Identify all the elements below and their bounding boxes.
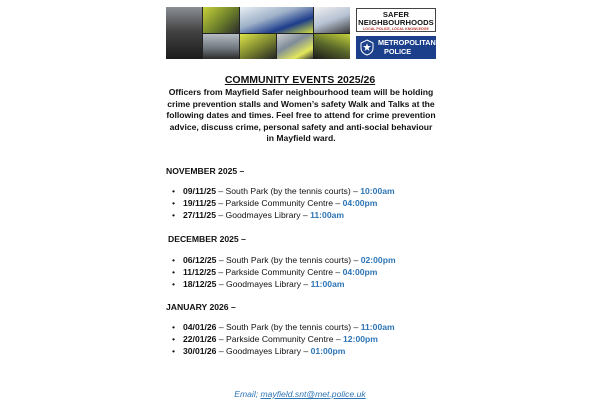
photo-officer-patrol: [277, 34, 313, 60]
event-time: 11:00am: [310, 278, 345, 289]
photo-police-vehicle: [314, 7, 350, 33]
metropolitan-police-logo: [356, 36, 436, 59]
event-list-november: [172, 186, 395, 221]
event-item: [172, 267, 396, 279]
met-crest-icon: [359, 39, 375, 56]
event-time: 04:00pm: [342, 266, 378, 277]
section-heading-november: NOVEMBER 2025 –: [166, 166, 245, 176]
event-date: 27/11/25: [183, 209, 216, 220]
section-heading-january: JANUARY 2026 –: [166, 302, 236, 312]
event-place: – Parkside Community Centre –: [215, 197, 343, 208]
photo-officer-street: [203, 34, 239, 60]
photo-officer-walking: [166, 7, 202, 59]
event-date: 22/01/26: [183, 333, 217, 344]
event-date: 04/01/26: [183, 322, 217, 332]
event-item: [172, 279, 396, 291]
event-list-january: [172, 322, 395, 357]
bullet-icon: •: [172, 322, 176, 332]
event-date: 06/12/25: [183, 255, 217, 265]
email-label: Email;: [234, 389, 261, 399]
event-place: – Parkside Community Centre –: [216, 333, 344, 344]
bullet-icon: •: [172, 197, 176, 208]
intro-paragraph: Officers from Mayfield Safer neighbourhood team will be holding crime prevention stalls and Women’s safety Walk and Talks at the following dates and times. Feel free to attend for crime prevention advice, discuss crime, personal safety and anti-social behaviour in Mayfield ward.: [166, 87, 436, 143]
event-item: [172, 210, 395, 222]
section-heading-december: DECEMBER 2025 –: [168, 234, 246, 244]
event-date: 18/12/25: [183, 278, 217, 289]
event-item: [172, 255, 396, 267]
event-item: [172, 346, 395, 358]
safer-logo-tagline: LOCAL POLICE, LOCAL KNOWLEDGE: [363, 27, 429, 31]
event-date: 30/01/26: [183, 345, 217, 356]
photo-police-car: [240, 7, 313, 33]
bullet-icon: •: [172, 266, 176, 277]
event-place: – Goodmayes Library –: [216, 345, 311, 356]
event-time: 02:00pm: [360, 255, 396, 265]
event-time: 10:00am: [360, 186, 395, 196]
event-time: 11:00am: [360, 322, 395, 332]
event-time: 01:00pm: [310, 345, 346, 356]
met-logo-line1: METROPOLITAN: [378, 38, 436, 47]
page-title: COMMUNITY EVENTS 2025/26: [224, 74, 376, 86]
event-place: – Parkside Community Centre –: [215, 266, 343, 277]
event-time: 11:00am: [310, 209, 345, 220]
event-item: [172, 186, 395, 198]
bullet-icon: •: [172, 333, 176, 344]
event-place: – South Park (by the tennis courts) –: [216, 322, 361, 332]
photo-officers-group: [240, 34, 276, 60]
bullet-icon: •: [172, 186, 176, 196]
bullet-icon: •: [172, 209, 176, 220]
event-item: [172, 322, 395, 334]
safer-logo-line1: SAFER: [382, 10, 410, 19]
event-time: 04:00pm: [342, 197, 378, 208]
event-place: – Goodmayes Library –: [215, 209, 311, 220]
event-place: – South Park (by the tennis courts) –: [216, 255, 361, 265]
photo-officers-hi-vis: [203, 7, 239, 33]
bullet-icon: •: [172, 278, 176, 289]
event-date: 09/11/25: [183, 186, 216, 196]
met-logo-line2: POLICE: [384, 47, 412, 56]
bullet-icon: •: [172, 255, 176, 265]
event-place: – Goodmayes Library –: [216, 278, 311, 289]
event-item: [172, 334, 395, 346]
event-place: – South Park (by the tennis courts) –: [215, 186, 361, 196]
event-item: [172, 198, 395, 210]
event-date: 19/11/25: [183, 197, 216, 208]
safer-logo-line2: NEIGHBOURHOODS: [358, 18, 434, 27]
footer-email: [0, 389, 600, 399]
header-photo-collage: [166, 7, 350, 59]
bullet-icon: •: [172, 345, 176, 356]
safer-neighbourhoods-logo: [356, 8, 436, 32]
event-time: 12:00pm: [343, 333, 378, 344]
photo-officer-portrait: [314, 34, 350, 60]
event-date: 11/12/25: [183, 266, 216, 277]
event-list-december: [172, 255, 396, 290]
email-link[interactable]: mayfield.snt@met.police.uk: [260, 389, 366, 399]
